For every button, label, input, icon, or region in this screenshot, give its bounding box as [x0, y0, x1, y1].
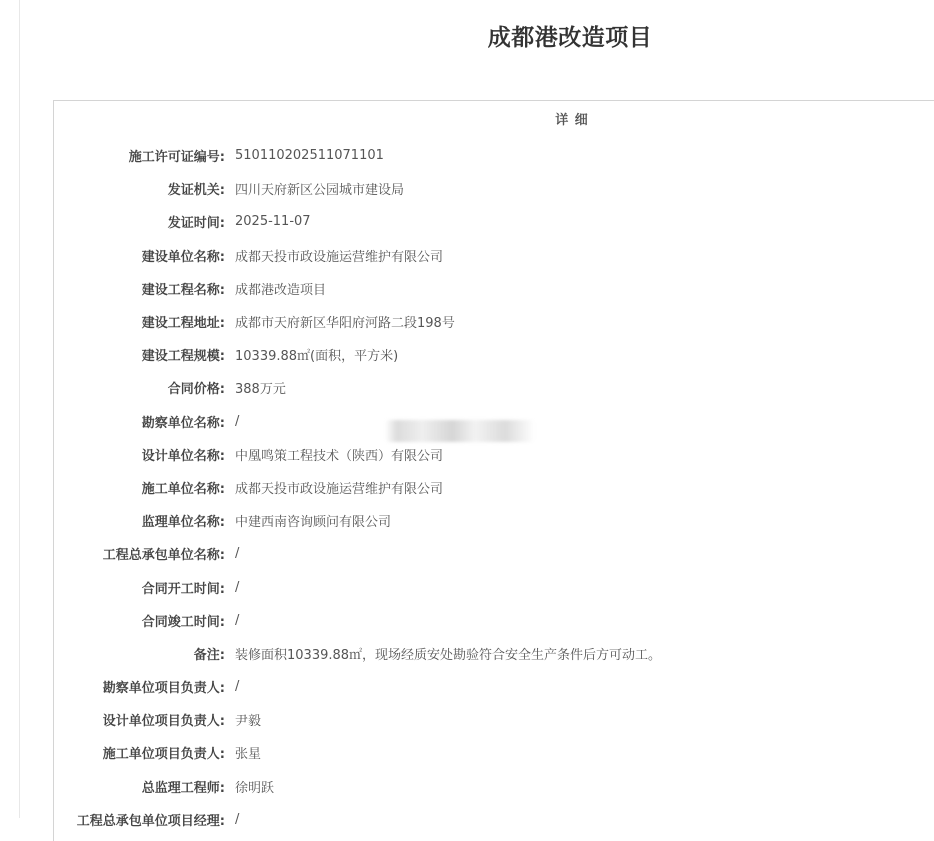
detail-label: 勘察单位项目负责人: [102, 681, 225, 697]
detail-value: / [235, 679, 240, 695]
detail-value: / [235, 579, 240, 595]
detail-value: / [235, 546, 240, 562]
detail-value: 尹毅 [235, 714, 262, 730]
detail-value: 510110202511071101 [235, 148, 384, 164]
detail-header: 详 细 [555, 113, 589, 128]
left-divider [19, 0, 20, 818]
detail-label: 发证机关: [167, 183, 225, 199]
detail-value: 2025-11-07 [235, 214, 311, 230]
detail-panel [53, 100, 934, 841]
detail-value: 张星 [235, 747, 262, 763]
detail-row-contractor-manager [54, 803, 914, 836]
detail-value: 徐明跃 [235, 780, 275, 796]
detail-label: 合同开工时间: [141, 581, 225, 597]
detail-row-permit-number [54, 139, 914, 172]
detail-row-chief-supervisor [54, 770, 914, 803]
detail-value: 成都天投市政设施运营维护有限公司 [235, 249, 444, 265]
detail-label: 施工单位项目负责人: [102, 747, 225, 763]
detail-label: 施工许可证编号: [128, 150, 225, 166]
detail-value: 成都天投市政设施运营维护有限公司 [235, 481, 444, 497]
detail-row-design-lead [54, 703, 914, 736]
detail-label: 设计单位项目负责人: [102, 714, 225, 730]
detail-row-remarks [54, 637, 914, 670]
detail-row-developer [54, 239, 914, 272]
detail-label: 工程总承包单位项目经理: [76, 813, 225, 829]
detail-row-project-scale [54, 338, 914, 371]
detail-rows [54, 139, 914, 836]
detail-label: 工程总承包单位名称: [102, 548, 225, 564]
detail-row-project-address [54, 305, 914, 338]
detail-label: 施工单位名称: [141, 481, 225, 497]
detail-row-design-unit [54, 438, 914, 471]
detail-label: 建设单位名称: [141, 249, 225, 265]
detail-value: / [235, 413, 240, 429]
detail-value: 成都港改造项目 [235, 282, 327, 298]
detail-row-supervision-unit [54, 504, 914, 537]
detail-label: 监理单位名称: [141, 515, 225, 531]
detail-label: 建设工程名称: [141, 282, 225, 298]
page-title: 成都港改造项目 [487, 25, 653, 51]
detail-row-construction-unit [54, 471, 914, 504]
detail-label: 建设工程规模: [141, 349, 225, 365]
detail-value: 388万元 [235, 382, 286, 398]
detail-row-issue-date [54, 205, 914, 238]
detail-row-survey-lead [54, 670, 914, 703]
detail-row-contract-start [54, 570, 914, 603]
detail-value: 10339.88㎡(面积，平方米) [235, 349, 399, 365]
detail-value: / [235, 811, 240, 827]
detail-label: 设计单位名称: [141, 448, 225, 464]
detail-row-project-name [54, 272, 914, 305]
detail-value: 成都市天府新区华阳府河路二段198号 [235, 316, 455, 332]
detail-label: 合同竣工时间: [141, 614, 225, 630]
detail-label: 合同价格: [167, 382, 225, 398]
detail-label: 备注: [193, 647, 225, 663]
detail-row-contract-price [54, 371, 914, 404]
detail-value: 四川天府新区公园城市建设局 [235, 183, 405, 199]
detail-row-construction-lead [54, 736, 914, 769]
detail-value: / [235, 612, 240, 628]
detail-row-contract-completion [54, 604, 914, 637]
detail-label: 建设工程地址: [141, 316, 225, 332]
detail-row-issuing-authority [54, 172, 914, 205]
redacted-text-overlay [385, 420, 535, 442]
detail-label: 发证时间: [167, 216, 225, 232]
detail-label: 勘察单位名称: [141, 415, 225, 431]
detail-row-general-contractor [54, 537, 914, 570]
detail-value: 装修面积10339.88㎡，现场经质安处勘验符合安全生产条件后方可动工。 [235, 647, 662, 663]
detail-value: 中凰鸣策工程技术（陕西）有限公司 [235, 448, 444, 464]
detail-value: 中建西南咨询顾问有限公司 [235, 515, 392, 531]
detail-label: 总监理工程师: [141, 780, 225, 796]
